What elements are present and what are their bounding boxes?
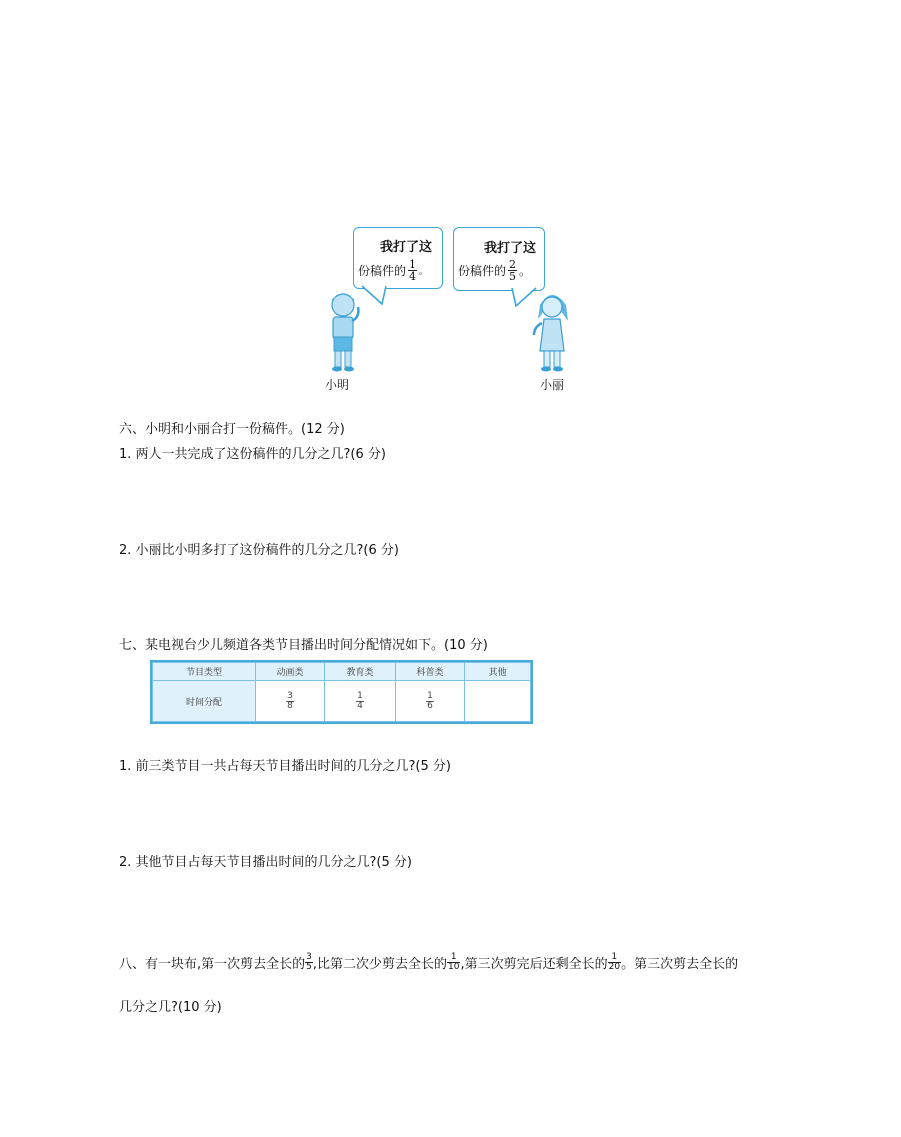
fraction-denominator: 5	[306, 962, 312, 972]
bubble-left-tail-icon	[360, 285, 390, 305]
speech-bubble-right	[453, 227, 545, 291]
section7-question2: 2. 其他节目占每天节目播出时间的几分之几?(5 分)	[119, 855, 412, 870]
time-allocation-table	[150, 660, 533, 724]
fraction-denominator: 5	[509, 270, 517, 283]
fraction-denominator: 8	[287, 700, 293, 711]
section8-fraction1	[305, 953, 313, 972]
fraction-numerator: 1	[409, 258, 417, 271]
table-header-cell: 教育类	[325, 663, 396, 681]
table-cell	[256, 681, 325, 722]
bubble-left-line2	[358, 259, 428, 282]
bubble-right-line1: 我打了这	[484, 241, 537, 256]
fraction-numerator: 3	[287, 690, 293, 701]
bubble-left-suffix: 。	[419, 267, 429, 277]
section7-title: 七、某电视台少儿频道各类节目播出时间分配情况如下。(10 分)	[119, 638, 488, 653]
bubble-right-line2	[458, 259, 531, 282]
fraction-numerator: 1	[611, 952, 618, 962]
table-fraction	[356, 692, 364, 711]
section7-question1: 1. 前三类节目一共占每天节目播出时间的几分之几?(5 分)	[119, 759, 451, 774]
section8-text-part4: 。第三次剪去全长的	[621, 957, 739, 972]
table-row	[153, 681, 531, 722]
table-header-cell: 动画类	[256, 663, 325, 681]
section8-text-part2: ,比第二次少剪去全长的	[312, 957, 448, 972]
speech-bubble-left	[353, 227, 443, 289]
girl-figure-icon	[530, 291, 574, 373]
table-cell	[396, 681, 465, 722]
fraction-denominator: 6	[427, 700, 433, 711]
table-header-row	[153, 663, 531, 681]
section8-text-part1: 八、有一块布,第一次剪去全长的	[119, 957, 306, 972]
fraction-denominator: 10	[448, 962, 460, 972]
table-fraction	[286, 692, 294, 711]
table-row-label: 时间分配	[153, 681, 256, 722]
fraction-numerator: 1	[427, 690, 433, 701]
table-cell-empty	[465, 681, 531, 722]
bubble-right-fraction	[508, 259, 517, 282]
illustration	[320, 225, 580, 395]
section6-title: 六、小明和小丽合打一份稿件。(12 分)	[119, 422, 345, 437]
bubble-left-prefix: 份稿件的	[358, 264, 407, 278]
bubble-right-prefix: 份稿件的	[458, 264, 507, 278]
boy-figure-icon	[322, 291, 364, 373]
section8-fraction3	[608, 953, 621, 972]
fraction-numerator: 2	[509, 258, 517, 271]
bubble-right-suffix: 。	[519, 264, 532, 278]
fraction-denominator: 4	[409, 270, 417, 283]
name-label-right: 小丽	[540, 378, 565, 392]
table-header-cell: 科普类	[396, 663, 465, 681]
fraction-numerator: 1	[357, 690, 363, 701]
bubble-left-line1: 我打了这	[380, 240, 433, 255]
table-header-cell: 其他	[465, 663, 531, 681]
fraction-denominator: 20	[608, 962, 621, 972]
table-header-cell: 节目类型	[153, 663, 256, 681]
section8-fraction2	[447, 953, 460, 972]
fraction-numerator: 3	[306, 952, 312, 962]
fraction-numerator: 1	[450, 952, 457, 962]
table-cell	[325, 681, 396, 722]
table-fraction	[426, 692, 434, 711]
section8-text-part3: ,第三次剪完后还剩全长的	[460, 957, 608, 972]
name-label-left: 小明	[325, 378, 350, 392]
bubble-left-fraction	[408, 259, 417, 282]
section8-line1	[119, 953, 738, 972]
section6-question1: 1. 两人一共完成了这份稿件的几分之几?(6 分)	[119, 447, 386, 462]
section6-question2: 2. 小丽比小明多打了这份稿件的几分之几?(6 分)	[119, 543, 399, 558]
fraction-denominator: 4	[357, 700, 363, 711]
section8-line2: 几分之几?(10 分)	[119, 1000, 222, 1015]
